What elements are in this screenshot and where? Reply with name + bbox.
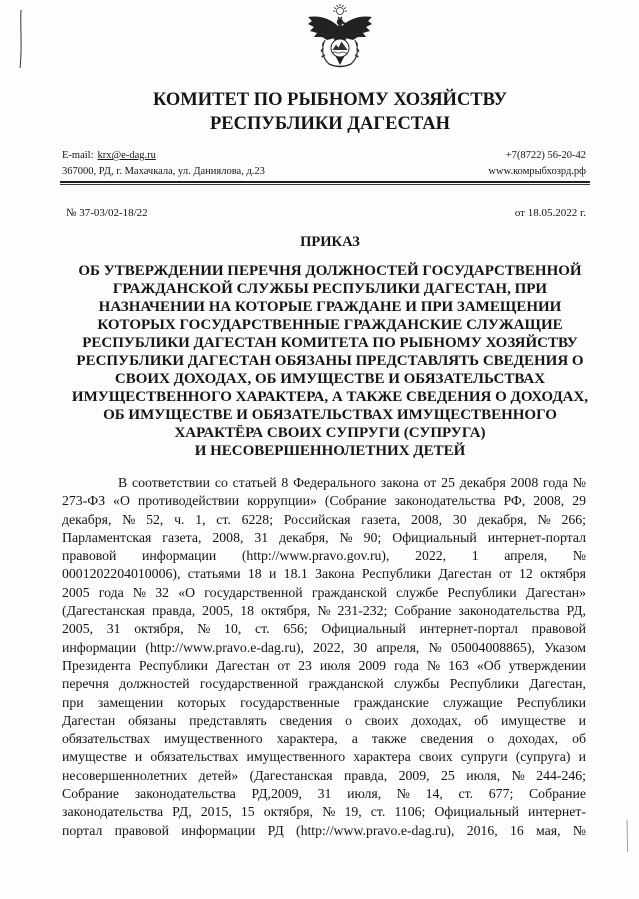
document-body (62, 474, 586, 840)
title-line: ГРАЖДАНСКОЙ СЛУЖБЫ РЕСПУБЛИКИ ДАГЕСТАН, ПРИ (112, 281, 548, 297)
phone-number: +7(8722) 56-20-42 (505, 150, 586, 161)
letterhead-divider (60, 181, 590, 185)
document-meta (66, 206, 586, 220)
body-line: Президента Республики Дагестан от 23 июля 2009 года № 163 «Об утверждении (62, 657, 586, 673)
email-block (62, 149, 156, 163)
body-line: (Дагестанская правда, 2005, 18 октября, № 231-232; Собрание законодательства РД, (62, 603, 586, 619)
title-line: ОБ ИМУЩЕСТВЕ И ОБЯЗАТЕЛЬСТВАХ ИМУЩЕСТВЕННОГО (103, 407, 557, 423)
document-title (21, 262, 639, 460)
email-label: E-mail: (62, 150, 94, 161)
postal-address: 367000, РД, г. Махачкала, ул. Даниялова, д.23 (62, 166, 265, 177)
body-line: декабря, № 52, ч. 1, ст. 6228; Российская газета, 2008, 30 декабря, № 266; (62, 511, 586, 527)
body-line: портал правовой информации РД (http://www.pravo.e-dag.ru), 2016, 16 мая, № (62, 822, 586, 838)
title-line: КОТОРЫХ ГОСУДАРСТВЕННЫЕ ГРАЖДАНСКИЕ СЛУЖАЩИЕ (97, 317, 563, 333)
scan-speck (622, 818, 632, 854)
body-line: законодательства РД, 2015, 15 октября, № 19, ст. 1106; Официальный интернет- (62, 804, 586, 820)
title-line: РЕСПУБЛИКИ ДАГЕСТАН ОБЯЗАНЫ ПРЕДСТАВЛЯТЬ СВЕДЕНИЯ О (76, 353, 584, 369)
organization-name-line-2: РЕСПУБЛИКИ ДАГЕСТАН (209, 114, 451, 134)
coat-of-arms-icon (305, 4, 375, 70)
email-link[interactable]: krx@e-dag.ru (97, 150, 156, 161)
body-line: при замещении которых государственные гражданские служащие Республики (62, 694, 586, 710)
document-type-heading: ПРИКАЗ (300, 234, 360, 250)
title-line: СВОИХ ДОХОДАХ, ОБ ИМУЩЕСТВЕ И ОБЯЗАТЕЛЬСТВАХ (114, 371, 546, 387)
body-line: несовершеннолетних детей» (Дагестанская правда, 2009, 25 июля, № 244-246; (62, 767, 586, 783)
title-line: ОБ УТВЕРЖДЕНИИ ПЕРЕЧНЯ ДОЛЖНОСТЕЙ ГОСУДАРСТВЕННОЙ (78, 263, 582, 279)
body-line: 0001202204010006), статьями 18 и 18.1 Закона Республики Дагестан от 12 октября (62, 566, 586, 582)
body-line: Дагестан обязаны представлять сведения о своих доходах, об имуществе и (62, 712, 586, 728)
title-line: И НЕСОВЕРШЕННОЛЕТНИХ ДЕТЕЙ (194, 443, 466, 459)
title-line: РЕСПУБЛИКИ ДАГЕСТАН КОМИТЕТА ПО РЫБНОМУ ХОЗЯЙСТВУ (82, 335, 578, 351)
title-line: ХАРАКТЁРА СВОИХ СУПРУГИ (СУПРУГА) (174, 425, 486, 441)
body-line: обязательствах имущественного характера, а также сведения о доходах, об (62, 731, 586, 747)
body-line: 2005 года № 32 «О государственной гражданской службе Республики Дагестан» (62, 584, 586, 600)
organization-name-line-1: КОМИТЕТ ПО РЫБНОМУ ХОЗЯЙСТВУ (152, 90, 508, 110)
body-line: перечня должностей государственной гражданской службы Республики Дагестан, (62, 676, 586, 692)
body-line: Собрание законодательства РД,2009, 31 июля, № 14, ст. 677; Собрание (62, 786, 586, 802)
website: www.комрыбхозрд.рф (488, 166, 586, 177)
body-line: 273-ФЗ «О противодействии коррупции» (Собрание законодательства РФ, 2008, 29 (62, 493, 586, 509)
margin-pen-mark (14, 8, 28, 70)
body-line: Парламентская газета, 2008, 31 декабря, № 90; Официальный интернет-портал (62, 529, 586, 545)
document-date: от 18.05.2022 г. (514, 207, 586, 219)
title-line: НАЗНАЧЕНИИ НА КОТОРЫЕ ГРАЖДАНЕ И ПРИ ЗАМЕЩЕНИИ (98, 299, 562, 315)
body-line: имуществе и обязательствах имущественного характера своих супруги (супруга) и (62, 749, 586, 765)
body-line: правовой информации (http://www.pravo.gov.ru), 2022, 1 апреля, № (62, 548, 586, 564)
title-line: ИМУЩЕСТВЕННОГО ХАРАКТЕРА, А ТАКЖЕ СВЕДЕНИЯ О ДОХОДАХ, (71, 389, 589, 405)
contact-row-email-phone (62, 149, 586, 163)
contact-row-address-website (62, 165, 586, 179)
document-number: № 37-03/02-18/22 (66, 207, 148, 219)
body-line: информации (http://www.pravo.e-dag.ru), 2022, 30 апреля, № 05004008865), Указом (62, 639, 586, 655)
body-line: 2005, 31 октября, № 10, ст. 656; Официальный интернет-портал правовой (62, 621, 586, 637)
body-line: В соответствии со статьей 8 Федерального закона от 25 декабря 2008 года № (118, 475, 586, 490)
